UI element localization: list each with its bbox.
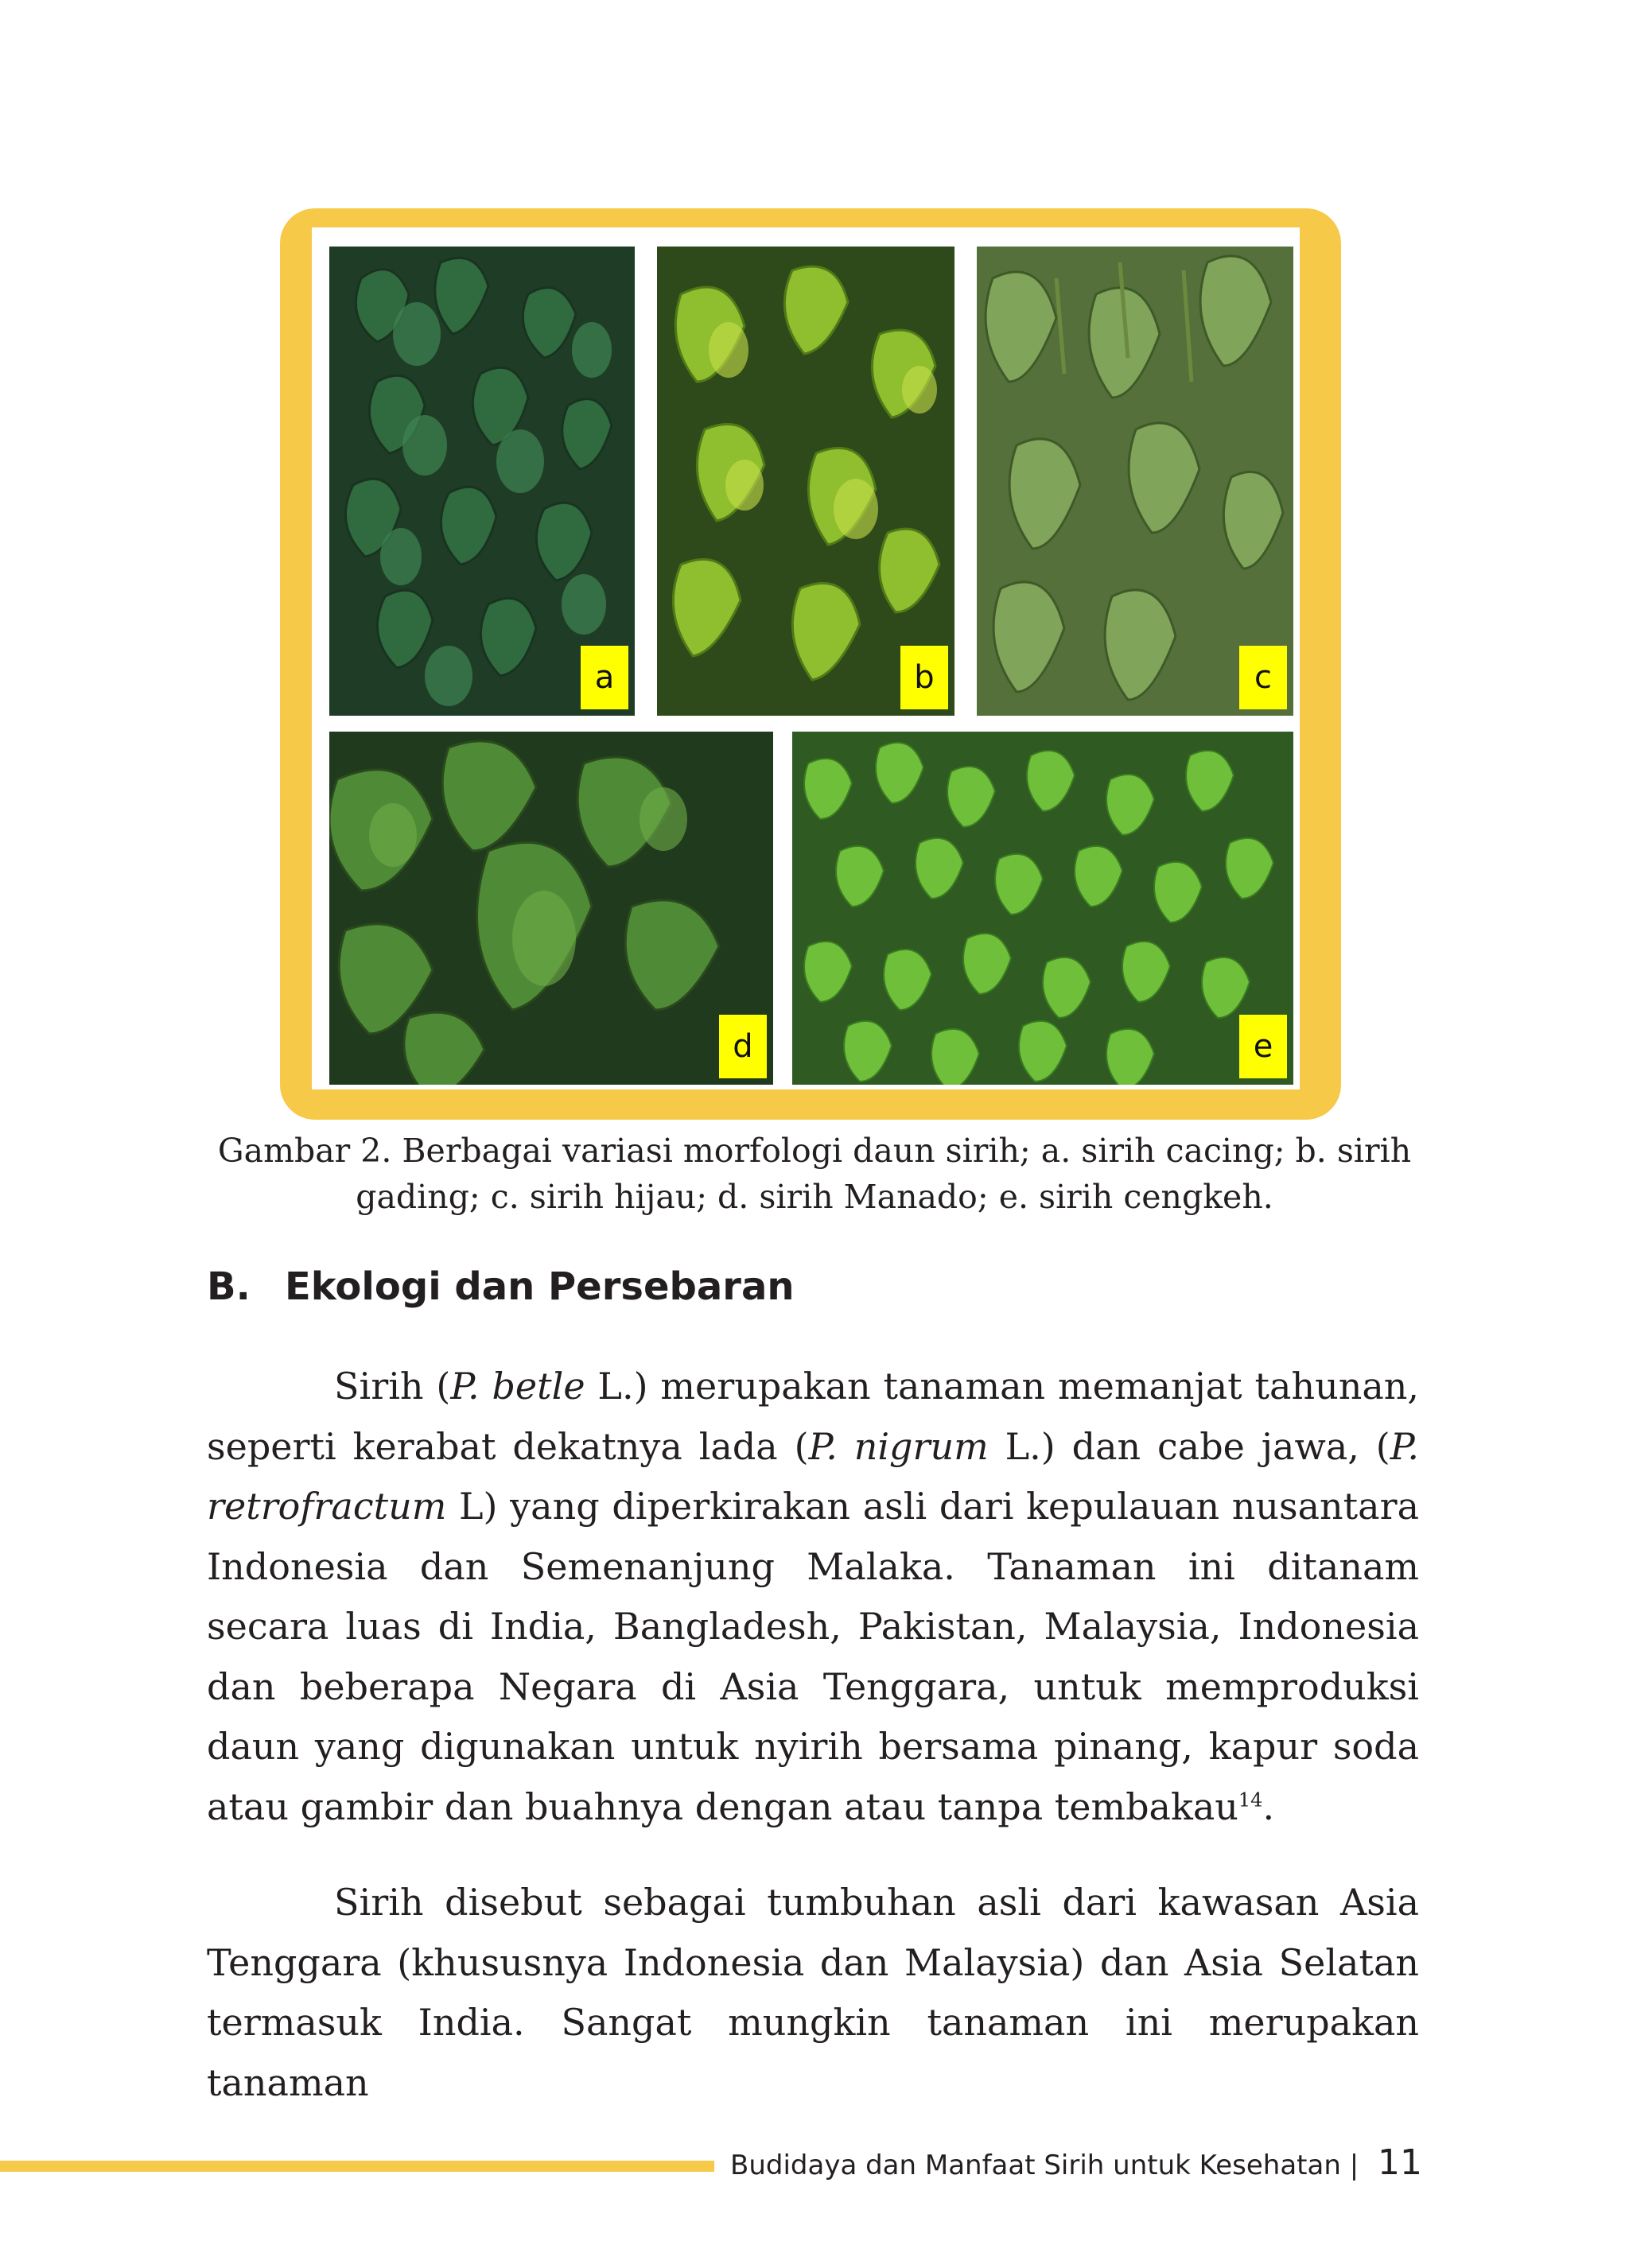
species-name-betle: P. betle — [450, 1365, 585, 1408]
photo-panel-b — [657, 247, 954, 716]
caption-line-1: Gambar 2. Berbagai variasi morfologi daun sirih; a. sirih cacing; b. sirih — [217, 1132, 1412, 1170]
panel-label-c: c — [1239, 646, 1287, 709]
section-title: Ekologi dan Persebaran — [285, 1264, 795, 1309]
paragraph-1-text: L.) dan cabe jawa, ( — [988, 1424, 1390, 1468]
panel-label-b: b — [900, 646, 948, 709]
section-number: B. — [207, 1264, 251, 1309]
paragraph-1-text: Sirih ( — [334, 1365, 451, 1408]
species-name-nigrum: P. nigrum — [808, 1424, 989, 1468]
photo-panel-e — [792, 732, 1293, 1085]
species-name-retrofractum: P. retrofractum — [207, 1424, 1419, 1528]
paragraph-1-text: L) yang diperkirakan asli dari kepulauan nusantara Indonesia dan Semenanjung Malaka. Tanaman ini ditanam secara luas di India, Bangladesh, Pakistan, Malaysia, Indonesia dan beberapa Negara di Asia Tenggara, untuk memproduksi daun yang digunakan untuk nyirih bersama pinang, kapur soda atau gambir dan buahnya dengan atau tanpa tembakau — [207, 1485, 1419, 1828]
photo-panel-c — [977, 247, 1293, 716]
photo-panel-d — [329, 732, 773, 1085]
reference-superscript: 14 — [1238, 1788, 1263, 1812]
caption-line-2: gading; c. sirih hijau; d. sirih Manado; e. sirih cengkeh. — [356, 1178, 1273, 1216]
section-heading — [207, 1260, 795, 1313]
photo-panel-a — [329, 247, 635, 716]
figure-caption — [207, 1128, 1422, 1220]
paragraph-2 — [207, 1873, 1419, 2113]
panel-label-d: d — [719, 1015, 767, 1078]
paragraph-2-text: Sirih disebut sebagai tumbuhan asli dari kawasan Asia Tenggara (khususnya Indonesia dan Malaysia) dan Asia Selatan termasuk India. Sangat mungkin tanaman ini merupakan tanaman — [207, 1881, 1419, 2104]
footer-accent-bar — [0, 2161, 714, 2172]
paragraph-1 — [207, 1357, 1419, 1837]
page-number: 11 — [1378, 2142, 1422, 2183]
paragraph-1-text: . — [1262, 1784, 1275, 1828]
panel-label-a: a — [581, 646, 628, 709]
paragraph-1-text: L.) merupakan tanaman memanjat tahunan, seperti kerabat dekatnya lada ( — [207, 1365, 1419, 1468]
figure-image — [312, 227, 1300, 1089]
panel-label-e: e — [1239, 1015, 1287, 1078]
footer-book-title: Budidaya dan Manfaat Sirih untuk Kesehatan | — [730, 2150, 1359, 2181]
